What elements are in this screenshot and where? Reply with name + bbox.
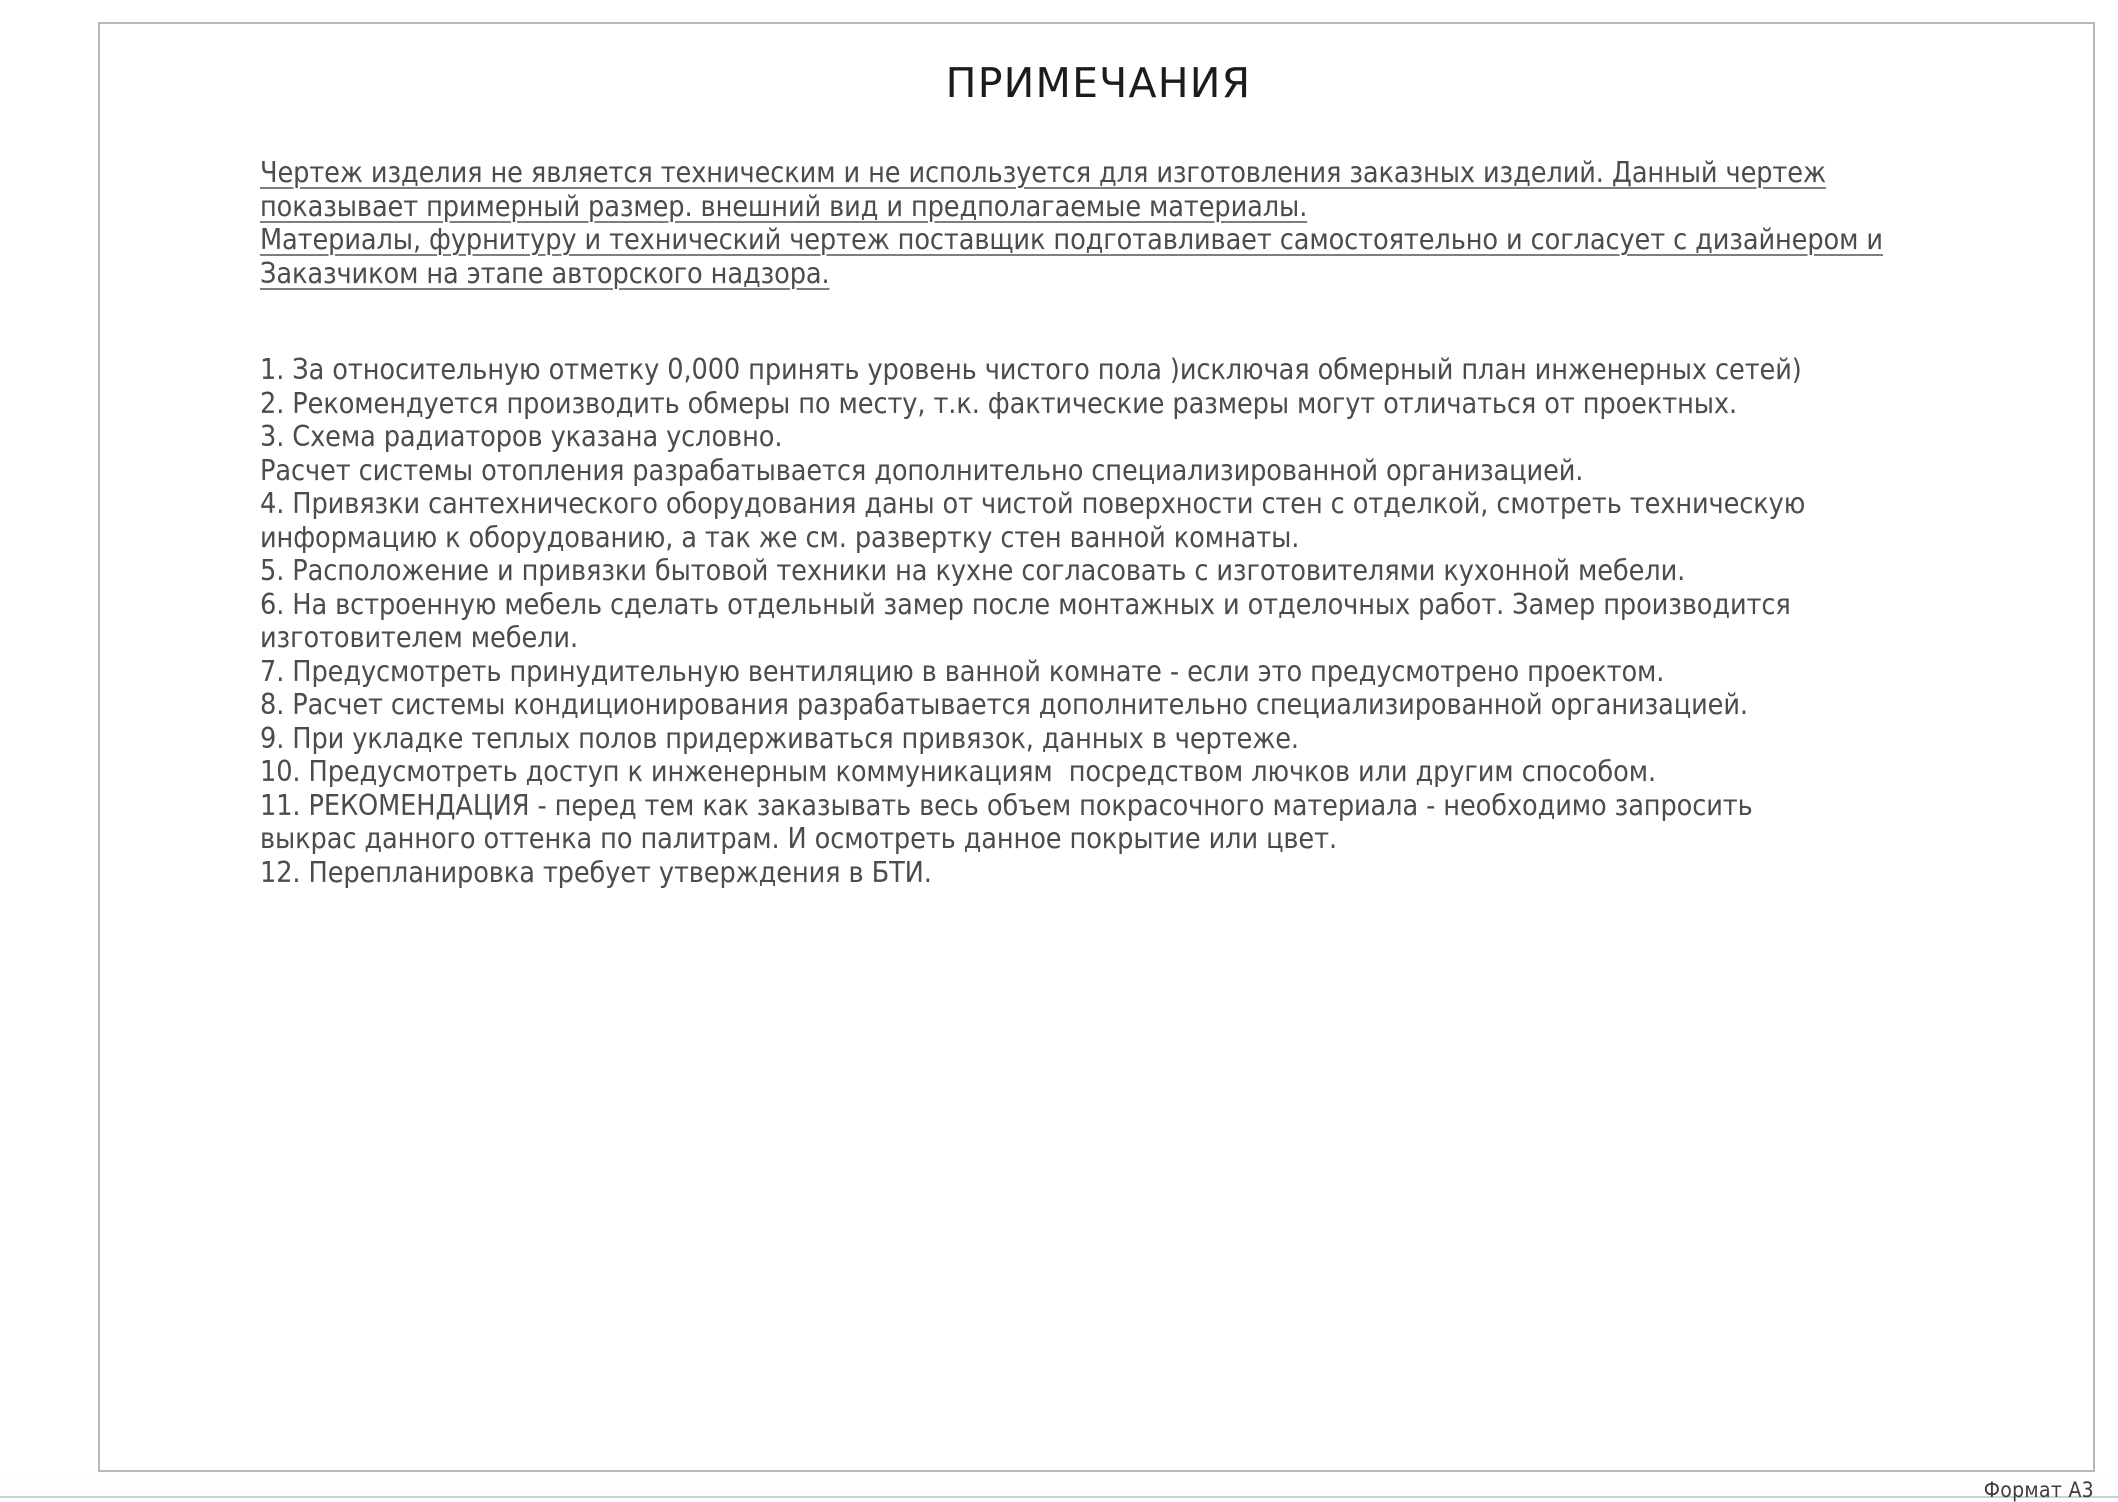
note-item: 9. При укладке теплых полов придерживаться привязок, данных в чертеже. [260,721,1299,755]
disclaimer-line: Чертеж изделия не является техническим и не используется для изготовления заказных изделий. Данный чертеж [260,156,1826,189]
page-title: ПРИМЕЧАНИЯ [945,59,1252,107]
note-item: 6. На встроенную мебель сделать отдельный замер после монтажных и отделочных работ. Замер производится [260,587,1791,621]
note-item-continuation: выкрас данного оттенка по палитрам. И осмотреть данное покрытие или цвет. [260,822,1337,855]
note-item: 8. Расчет системы кондиционирования разрабатывается дополнительно специализированной организацией. [260,688,1748,721]
disclaimer-line: Заказчиком на этапе авторского надзора. [260,256,830,290]
note-item-continuation: информацию к оборудованию, а так же см. развертку стен ванной комнаты. [260,520,1300,554]
note-item: 4. Привязки сантехнического оборудования даны от чистой поверхности стен с отделкой, смотреть техническую [260,487,1806,520]
note-item-continuation: изготовителем мебели. [260,621,579,654]
note-item: 3. Схема радиаторов указана условно. [260,420,783,453]
notes-content [260,156,2000,889]
disclaimer-line: Материалы, фурнитуру и технический чертеж поставщик подготавливает самостоятельно и согласует с дизайнером и [260,223,1883,256]
note-item: 11. РЕКОМЕНДАЦИЯ - перед тем как заказывать весь объем покрасочного материала - необходимо запросить [260,788,1753,822]
note-item: 7. Предусмотреть принудительную вентиляцию в ванной комнате - если это предусмотрено проектом. [260,654,1665,688]
sheet-format-label: Формат А3 [1983,1478,2094,1502]
note-item: 2. Рекомендуется производить обмеры по месту, т.к. фактические размеры могут отличаться от проектных. [260,386,1738,420]
note-item: 10. Предусмотреть доступ к инженерным коммуникациям посредством лючков или другим способом. [260,755,1656,788]
disclaimer-line: показывает примерный размер. внешний вид и предполагаемые материалы. [260,189,1308,223]
disclaimer-block [260,156,2000,290]
drawing-frame [98,22,2095,1472]
notes-list [260,353,2000,889]
content-spacer [260,290,2000,353]
note-item-continuation: Расчет системы отопления разрабатывается дополнительно специализированной организацией. [260,453,1584,487]
note-item: 12. Перепланировка требует утверждения в БТИ. [260,855,932,889]
sheet-bottom-edge [0,1496,2118,1498]
note-item: 5. Расположение и привязки бытовой техники на кухне согласовать с изготовителями кухонной мебели. [260,554,1686,587]
note-item: 1. За относительную отметку 0,000 принять уровень чистого пола )исключая обмерный план инженерных сетей) [260,353,1802,386]
